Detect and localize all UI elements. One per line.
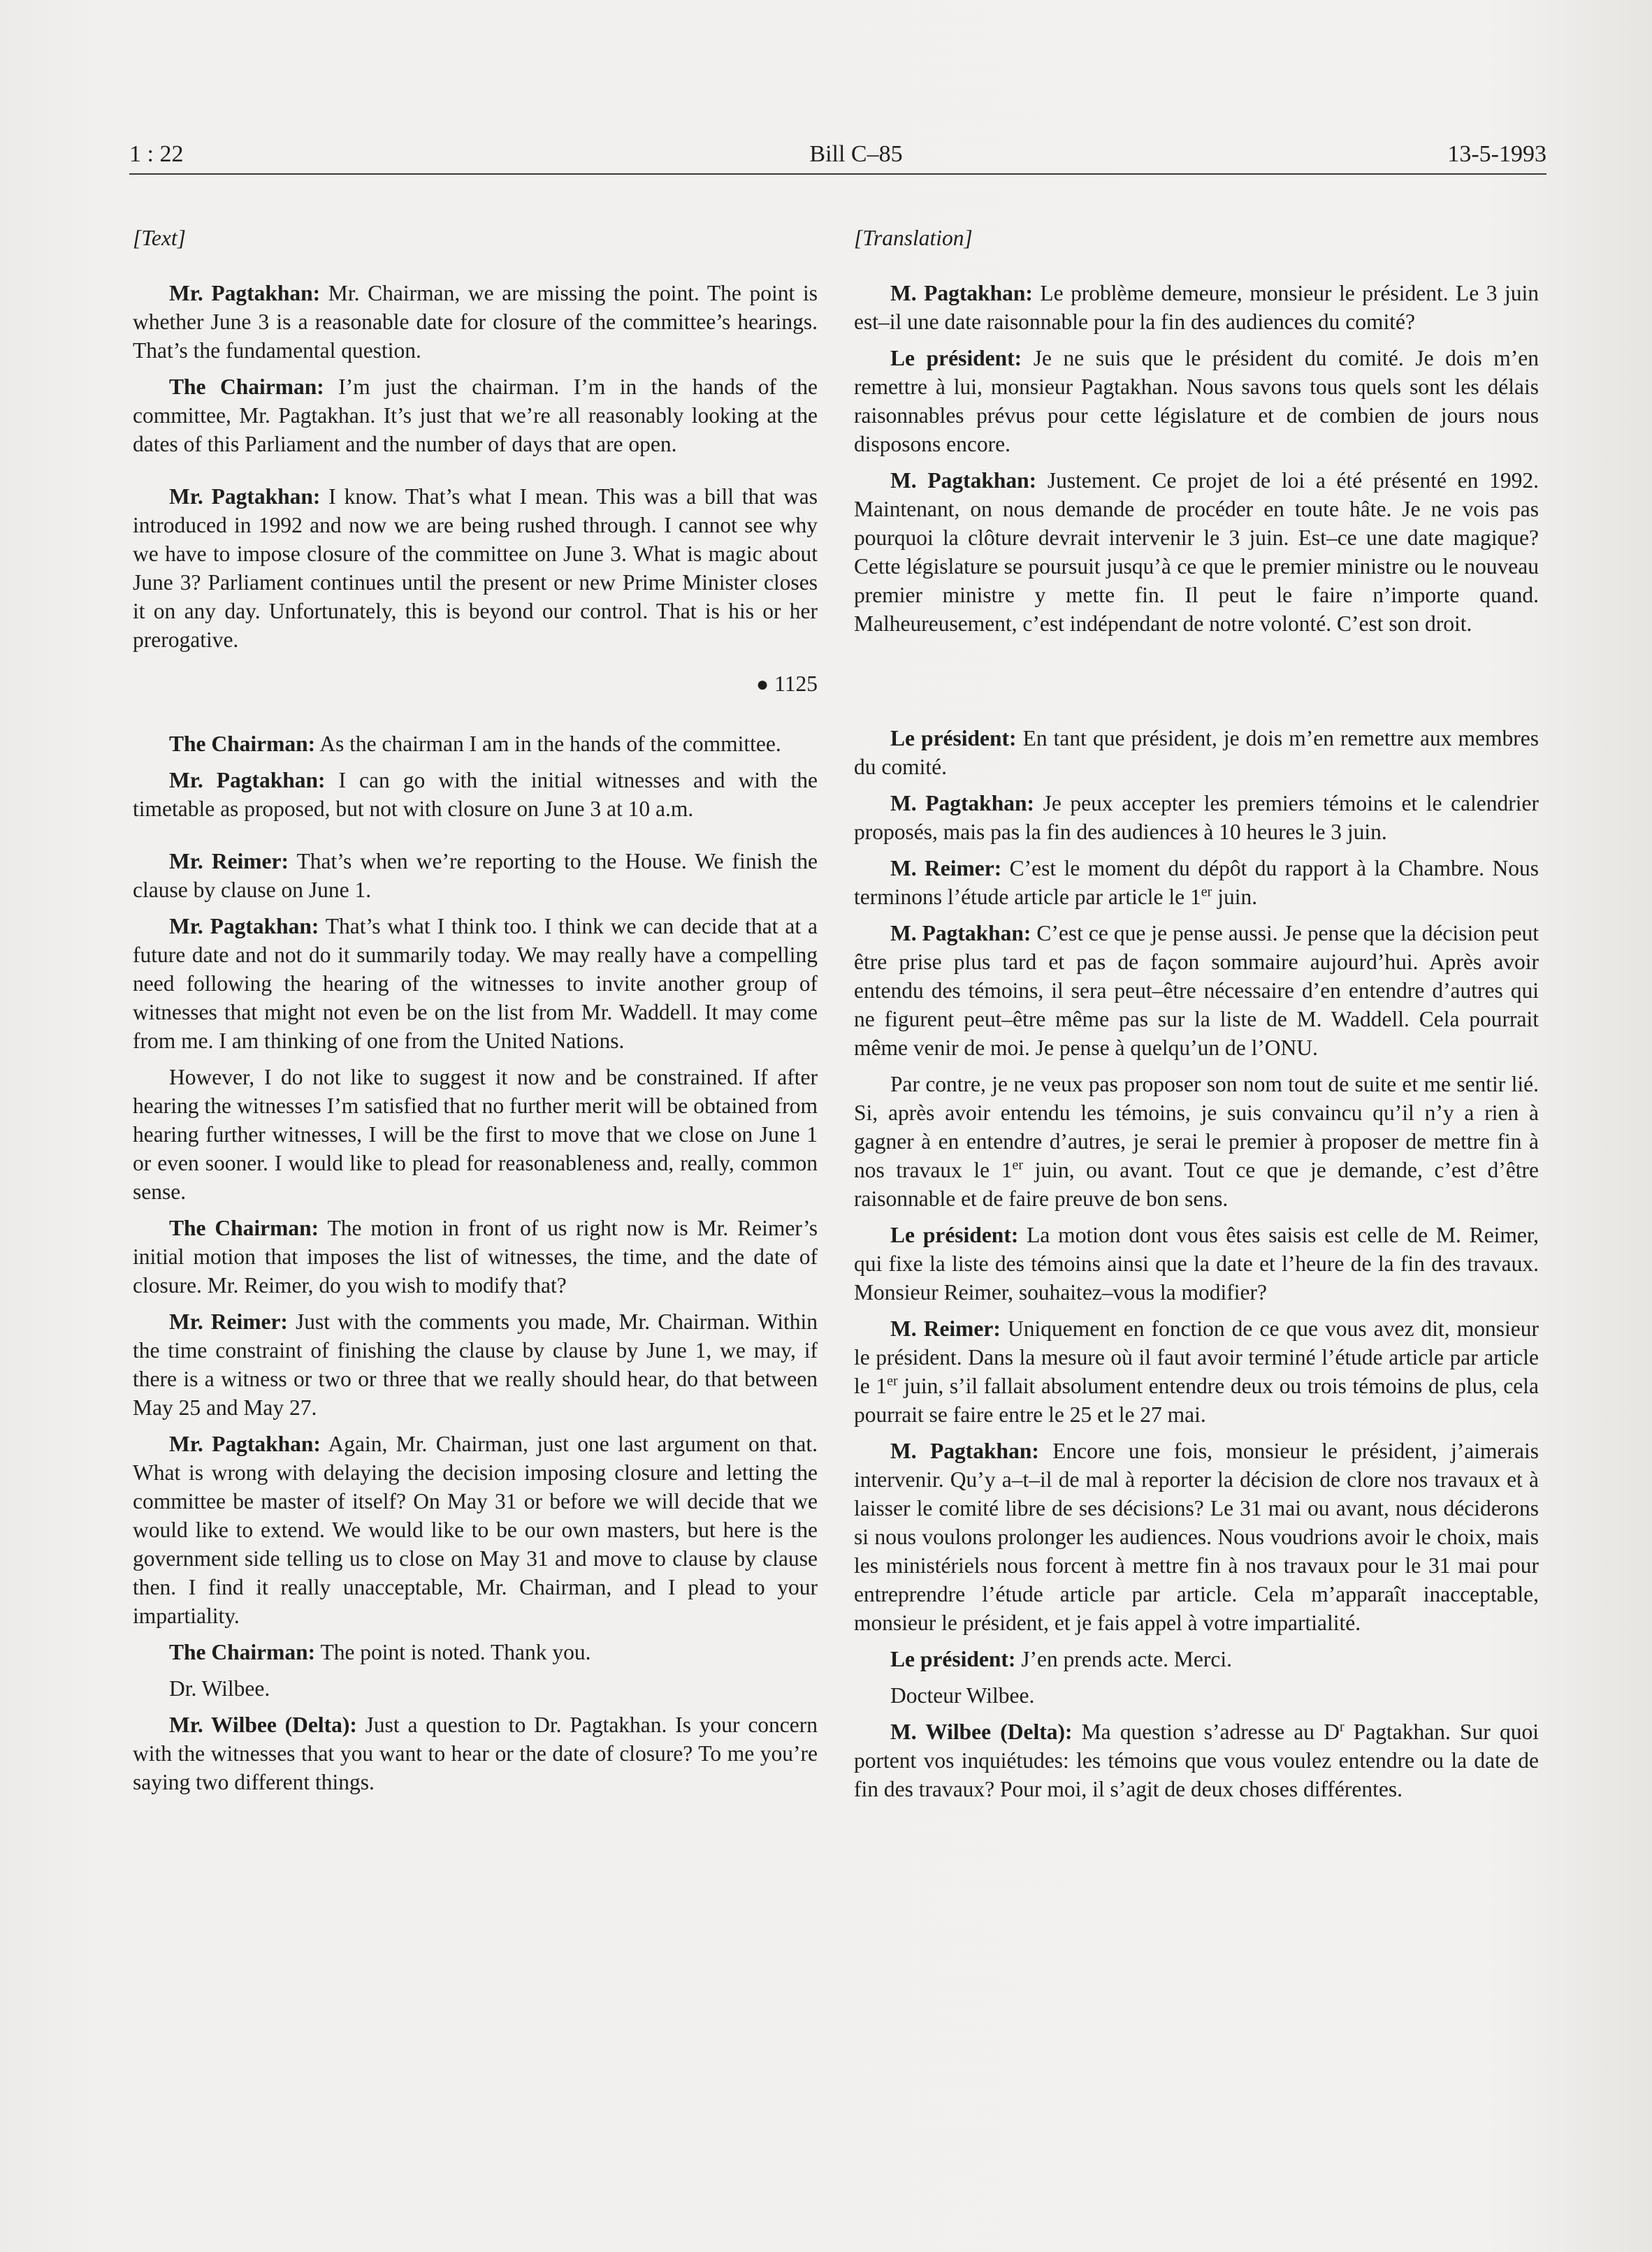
- paragraph: [854, 1221, 1539, 1307]
- speech: En tant que président, je dois m’en remettre aux membres du comité.: [854, 726, 1539, 779]
- speech: La motion dont vous êtes saisis est celle de M. Reimer, qui fixe la liste des témoins ainsi que la date et l’heure de la fin des travaux. Monsieur Reimer, souhaitez–vous la modifier?: [854, 1223, 1539, 1305]
- speech: Je peux accepter les premiers témoins et le calendrier proposés, mais pas la fin des audiences à 10 heures le 3 juin.: [854, 791, 1539, 844]
- paragraph: [133, 766, 818, 823]
- speech-tail: juin, s’il fallait absolument entendre deux ou trois témoins de plus, cela pourrait se faire entre le 25 et le 27 mai.: [854, 1374, 1539, 1427]
- speech: Encore une fois, monsieur le président, j’aimerais intervenir. Qu’y a–t–il de mal à reporter la décision de clore nos travaux et à laisser le comité libre de ses décisions? Le 31 mai ou avant, nous déciderons si nous voulons prolonger les audiences. Nous voudrions avoir le choix, mais les ministériels nous forcent à mettre fin à nos travaux pour le 31 mai pour entreprendre l’étude article par article. Cela m’apparaît inacceptable, monsieur le président, et je fais appel à votre impartialité.: [854, 1439, 1539, 1635]
- speech: Par contre, je ne veux pas proposer son nom tout de suite et me sentir lié. Si, après avoir entendu les témoins, je suis convaincu qu’il n’y a rien à gagner à en entendre d’autres, je serai le premier à proposer de mettre fin à nos travaux le 1: [854, 1072, 1539, 1182]
- speech: Ma question s’adresse au D: [1072, 1720, 1340, 1744]
- speaker: M. Reimer:: [890, 1316, 1001, 1341]
- paragraph: [854, 1645, 1539, 1673]
- speech: Just a question to Dr. Pagtakhan. Is your concern with the witnesses that you want to hear or the date of closure? To me you’re saying two different things.: [133, 1713, 818, 1794]
- speaker: Mr. Pagtakhan:: [169, 914, 319, 938]
- paragraph: [854, 1070, 1539, 1213]
- paragraph: [854, 1314, 1539, 1429]
- speech: Just with the comments you made, Mr. Chairman. Within the time constraint of finishing the clause by clause by June 1, we may, if there is a witness or two or three that we really should hear, do that between May 25 and May 27.: [133, 1309, 818, 1420]
- superscript: er: [887, 1373, 898, 1389]
- speaker: M. Pagtakhan:: [890, 791, 1034, 815]
- time-marker: [133, 669, 818, 699]
- page-number: 1 : 22: [129, 141, 184, 167]
- page-header: [129, 137, 1546, 175]
- speech: Dr. Wilbee.: [169, 1676, 270, 1701]
- speech: Docteur Wilbee.: [890, 1683, 1035, 1708]
- paragraph: [133, 847, 818, 904]
- paragraph: [133, 1674, 818, 1703]
- speaker: Le président:: [890, 1223, 1019, 1247]
- paragraph: [854, 344, 1539, 458]
- paragraph: [133, 1307, 818, 1422]
- paragraph: [854, 1437, 1539, 1637]
- paragraph: [854, 1717, 1539, 1803]
- paragraph: [133, 729, 818, 758]
- speech: Le problème demeure, monsieur le président. Le 3 juin est–il une date raisonnable pour la fin des audiences du comité?: [854, 281, 1539, 334]
- french-column: [854, 224, 1539, 1811]
- speech: C’est le moment du dépôt du rapport à la Chambre. Nous terminons l’étude article par article le 1: [854, 856, 1539, 909]
- speaker: The Chairman:: [169, 375, 324, 399]
- speech: That’s what I think too. I think we can decide that at a future date and not do it summarily today. We may really have a compelling need following the hearing of the witnesses to invite another group of witnesses that might not even be on the list from Mr. Waddell. It may come from me. I am thinking of one from the United Nations.: [133, 914, 818, 1053]
- speech-tail: juin.: [1212, 885, 1258, 909]
- paragraph: [133, 1710, 818, 1796]
- speaker: M. Wilbee (Delta):: [890, 1720, 1073, 1744]
- speaker: Mr. Reimer:: [169, 1309, 288, 1334]
- speech: However, I do not like to suggest it now and be constrained. If after hearing the witnesses I’m satisfied that no further merit will be obtained from hearing further witnesses, I will be the first to move that we close on June 1 or even sooner. I would like to plead for reasonableness and, really, common sense.: [133, 1065, 818, 1204]
- speaker: Mr. Pagtakhan:: [169, 768, 326, 792]
- speaker: M. Pagtakhan:: [890, 468, 1037, 493]
- paragraph: [854, 919, 1539, 1062]
- text-tag: [Text]: [133, 226, 186, 250]
- speech: Justement. Ce projet de loi a été présenté en 1992. Maintenant, on nous demande de procéder en toute hâte. Je ne vois pas pourquoi la clôture devrait intervenir le 3 juin. Est–ce une date magique? Cette législature se poursuit jusqu’à ce que le premier ministre ou le nouveau premier ministre y mette fin. Il peut le faire n’importe quand. Malheureusement, c’est indépendant de notre volonté. C’est son droit.: [854, 468, 1539, 636]
- speech: I’m just the chairman. I’m in the hands of the committee, Mr. Pagtakhan. It’s just that we’re all reasonably looking at the dates of this Parliament and the number of days that are open.: [133, 375, 818, 456]
- paragraph: [133, 482, 818, 654]
- paragraph: [854, 466, 1539, 638]
- speaker: The Chairman:: [169, 732, 316, 756]
- paragraph: [854, 724, 1539, 781]
- paragraph: [133, 1063, 818, 1206]
- speaker: Le président:: [890, 1647, 1016, 1671]
- paragraph: [133, 1638, 818, 1666]
- speech: C’est ce que je pense aussi. Je pense que la décision peut être prise plus tard et pas de façon sommaire aujourd’hui. Après avoir entendu des témoins, il sera peut–être nécessaire d’en entendre d’autres qui ne figurent peut–être même pas sur la liste de M. Waddell. Cela pourrait même venir de moi. Je pense à quelqu’un de l’ONU.: [854, 921, 1539, 1060]
- speaker: Mr. Pagtakhan:: [169, 484, 321, 509]
- translation-tag: [Translation]: [854, 226, 973, 250]
- speech-tail: juin, ou avant. Tout ce que je demande, c’est d’être raisonnable et de faire preuve de bon sens.: [854, 1158, 1539, 1211]
- header-date: 13-5-1993: [1447, 141, 1546, 167]
- speech: Je ne suis que le président du comité. Je dois m’en remettre à lui, monsieur Pagtakhan. Nous savons tous quels sont les délais raisonnables prévus pour cette législature et de combien de jours nous disposons encore.: [854, 346, 1539, 456]
- speech: J’en prends acte. Merci.: [1015, 1647, 1232, 1671]
- paragraph: [854, 279, 1539, 336]
- paragraph: [133, 1214, 818, 1300]
- paragraph: [133, 372, 818, 458]
- speech: As the chairman I am in the hands of the committee.: [315, 732, 781, 756]
- speaker: Mr. Wilbee (Delta):: [169, 1713, 357, 1737]
- speech: Mr. Chairman, we are missing the point. The point is whether June 3 is a reasonable date for closure of the committee’s hearings. That’s the fundamental question.: [133, 281, 818, 363]
- paragraph: [854, 854, 1539, 911]
- paragraph: [854, 1681, 1539, 1710]
- speaker: M. Pagtakhan:: [890, 1439, 1039, 1463]
- speaker: M. Pagtakhan:: [890, 281, 1033, 305]
- english-column: [133, 224, 818, 1804]
- speaker: Le président:: [890, 726, 1017, 750]
- speaker: The Chairman:: [169, 1640, 316, 1664]
- superscript: er: [1201, 884, 1212, 900]
- speech: The motion in front of us right now is Mr. Reimer’s initial motion that imposes the list of witnesses, the time, and the date of closure. Mr. Reimer, do you wish to modify that?: [133, 1216, 818, 1298]
- bill-title: Bill C–85: [809, 141, 903, 167]
- paragraph: [133, 912, 818, 1055]
- speaker: Mr. Pagtakhan:: [169, 281, 321, 305]
- time-marker-text: 1125: [774, 671, 818, 696]
- speech: Again, Mr. Chairman, just one last argument on that. What is wrong with delaying the decision imposing closure and letting the committee be master of itself? On May 31 or before we will decide that we would like to extend. We would like to be our own masters, but here is the government side telling us to close on May 31 and move to clause by clause then. I find it really unacceptable, Mr. Chairman, and I plead to your impartiality.: [133, 1432, 818, 1628]
- speaker: M. Pagtakhan:: [890, 921, 1031, 945]
- speech: I know. That’s what I mean. This was a bill that was introduced in 1992 and now we are being rushed through. I cannot see why we have to impose closure of the committee on June 3. What is magic about June 3? Parliament continues until the present or new Prime Minister closes it on any day. Unfortunately, this is beyond our control. That is his or her prerogative.: [133, 484, 818, 652]
- superscript: r: [1339, 1719, 1345, 1735]
- speaker: Mr. Pagtakhan:: [169, 1432, 321, 1456]
- speaker: M. Reimer:: [890, 856, 1002, 880]
- superscript: er: [1012, 1157, 1024, 1173]
- paragraph: [133, 1430, 818, 1630]
- bullet-icon: ●: [756, 673, 769, 696]
- spacer: [854, 646, 1539, 724]
- speaker: Le président:: [890, 346, 1022, 370]
- paragraph: [854, 789, 1539, 846]
- speech: That’s when we’re reporting to the House. We finish the clause by clause on June 1.: [133, 849, 818, 902]
- speaker: Mr. Reimer:: [169, 849, 289, 873]
- speech: Uniquement en fonction de ce que vous avez dit, monsieur le président. Dans la mesure où il faut avoir terminé l’étude article par article le 1: [854, 1316, 1539, 1398]
- speaker: The Chairman:: [169, 1216, 319, 1240]
- speech-tail: Pagtakhan. Sur quoi portent vos inquiétudes: les témoins que vous voulez entendre ou la date de fin des travaux? Pour moi, il s’agit de deux choses différentes.: [854, 1720, 1539, 1801]
- speech: The point is noted. Thank you.: [315, 1640, 591, 1664]
- paragraph: [133, 279, 818, 365]
- speech: I can go with the initial witnesses and with the timetable as proposed, but not with closure on June 3 at 10 a.m.: [133, 768, 818, 821]
